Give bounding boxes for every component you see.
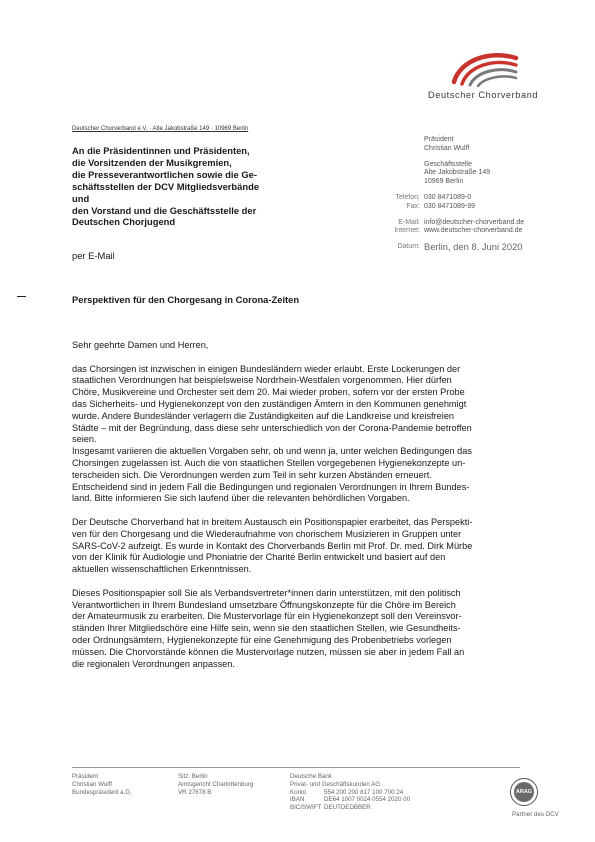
footer-president [72,773,132,796]
addressee-line: An die Präsidentinnen und Präsidenten, [72,145,250,156]
org-name: Deutscher Chorverband [428,90,539,100]
bank-value: 554 200 200 817 100 700 24 [324,788,404,796]
body-line: das Chorsingen ist inzwischen in einigen Bundesländern wieder erlaubt. Erste Lockerungen der [72,363,461,374]
phone-number: 030 8471089-0 [424,193,472,201]
body-line: der Amateurmusik zu erarbeiten. Die Mustervorlage für ein Hygienekonzept soll den Vereinsvor- [72,611,462,622]
addressee-line: Deutschen Chorjugend [72,216,176,228]
addressee-line: und [72,192,90,204]
web-address: www.deutscher-chorverband.de [424,227,523,235]
letterhead-logo [428,48,548,100]
bank-label: Konto [290,788,307,796]
body-line: terscheiden sich. Die Verordnungen werden zum Teil in sehr kurzen Abständen erneuert. [72,469,432,480]
bank-label: IBAN [290,796,305,804]
body-line: oder Ordnungsämtern, Hygienekonzepte für eine Genehmigung des Probenbetriebs vorlegen [72,634,452,645]
dcv-logo-icon [450,48,522,88]
addressee-block [72,145,302,228]
body-line: Entscheidend sind in jedem Fall die Bedingungen und regionalen Verordnungen in Ihrem Bundes- [72,481,470,492]
addressee-line: den Vorstand und die Geschäftsstelle der [72,204,257,216]
fold-mark [17,296,26,297]
phone-label: Telefon: [395,193,420,201]
body-line: von der Klinik für Audiologie und Phoniatrie der Charité Berlin entwickelt und basiert auf den [72,552,446,563]
fax-label: Fax: [406,202,420,210]
fax-number: 030 8471089-99 [424,202,475,210]
president-name: Christian Wulff [424,144,470,152]
subject-line: Perspektiven für den Chorgesang in Corona-Zeiten [72,294,300,305]
body-line: das Sicherheits- und Hygienekonzept von den zuständigen Ämtern in den Kommunen genehmigt [72,398,467,409]
partner-label: Partner des DCV [512,811,559,818]
addressee-line: die Presseverantwortlichen sowie die Ge- [72,168,257,180]
body-line: müssen. Die Chorvorstände können die Mustervorlage nutzen, müssen sie aber in jedem Fall an [72,646,465,657]
footer-text: Sitz: Berlin [178,773,208,780]
footer-bank [290,773,410,812]
body-line: Chorsingen zugelassen ist. Auch die von staatlichen Stellen vorgegebenen Hygienekonzepte un- [72,457,466,468]
footer-registry [178,773,253,796]
web-label: Internet: [394,227,420,235]
sender-line: Deutscher Chorverband e.V. · Alte Jakobstraße 149 · 10969 Berlin [72,126,249,132]
body-line: wurde. Andere Bundesländer verlagern die Zuständigkeiten auf die Landkreise und kreisfreien [72,410,455,421]
office-street: Alte Jakobstraße 149 [424,169,491,177]
bank-subtitle: Privat- und Geschäftskunden AG [290,780,381,788]
bank-name: Deutsche Bank [290,773,332,780]
body-line: ven für den Chorgesang und die Wiederaufnahme von chorischem Musizieren in Gruppen unter [72,528,462,539]
arag-logo-icon [510,778,538,806]
body-line: Dieses Positionspapier soll Sie als Verbandsvertreter*innen darin unterstützen, mit den politisch [72,587,461,598]
letter-date: Berlin, den 8. Juni 2020 [424,241,523,253]
bank-value: DE64 1007 0024 0554 2020 00 [324,796,411,804]
office-city: 10969 Berlin [424,178,464,186]
addressee-line: die Vorsitzenden der Musikgremien, [72,156,232,168]
body-line: Insgesamt variieren die aktuellen Vorgaben sehr, ob und wenn ja, unter welchen Bedingungen das [72,446,472,457]
footer-text: VR 27678 B [178,788,212,796]
body-line: die regionalen Verordnungen anpassen. [72,658,235,669]
date-label: Datum: [397,243,420,251]
delivery-method: per E-Mail [72,250,115,261]
contact-sidebar [370,136,550,252]
email-address: info@deutscher-chorverband.de [424,218,525,226]
footer-text: Bundespräsident a.D. [72,788,132,796]
footer-text: Präsident [72,773,99,780]
body-line: ständen Ihrer Mitgliedschöre eine Hilfe sein, wenn sie den staatlichen Stellen, wie Gesundheits- [72,623,461,634]
body-line: SARS-CoV-2 aufzeigt. Es wurde in Kontakt des Chorverbands Berlin mit Prof. Dr. med. Dirk Mürbe [72,540,473,551]
salutation: Sehr geehrte Damen und Herren, [72,340,209,350]
bank-value: DEUTDEDBBER [324,804,371,812]
footer-divider [72,767,520,768]
body-line: Chöre, Musikvereine und Orchester seit dem 20. Mai wieder proben, sofern vor der ersten Probe [72,387,465,398]
body-line: aktuellen wissenschaftlichen Erkenntnissen. [72,564,252,575]
footer-text: Amtsgericht Charlottenburg [178,780,254,788]
bank-label: BIC/SWIFT [290,804,322,812]
body-line: Der Deutsche Chorverband hat in breitem Austausch ein Positionspapier erarbeitet, das Perspekti- [72,516,473,527]
footer-text: Christian Wulff [72,780,113,788]
body-line: Verantwortlichen in Ihrem Bundesland umsetzbare Öffnungskonzepte für die Chöre im Bereich [72,599,456,610]
office-label: Geschäftsstelle [424,160,472,168]
body-line: staatlichen Verordnungen hat beispielsweise Nordrhein-Westfalen vorgenommen. Hier dürfen [72,375,452,386]
body-line: Städte – mit der Begründung, dass diese sehr unterschiedlich von der Corona-Pandemie betroffen [72,422,472,433]
letter-body [72,340,517,670]
addressee-line: schäftsstellen der DCV Mitgliedsverbände [72,180,260,192]
president-label: Präsident [424,136,454,143]
body-line: seien. [72,434,97,445]
arag-logo-text: ARAG [514,782,534,802]
email-label: E-Mail: [398,218,420,226]
body-line: land. Bitte informieren Sie sich laufend über die relevanten behördlichen Vorgaben. [72,493,410,504]
